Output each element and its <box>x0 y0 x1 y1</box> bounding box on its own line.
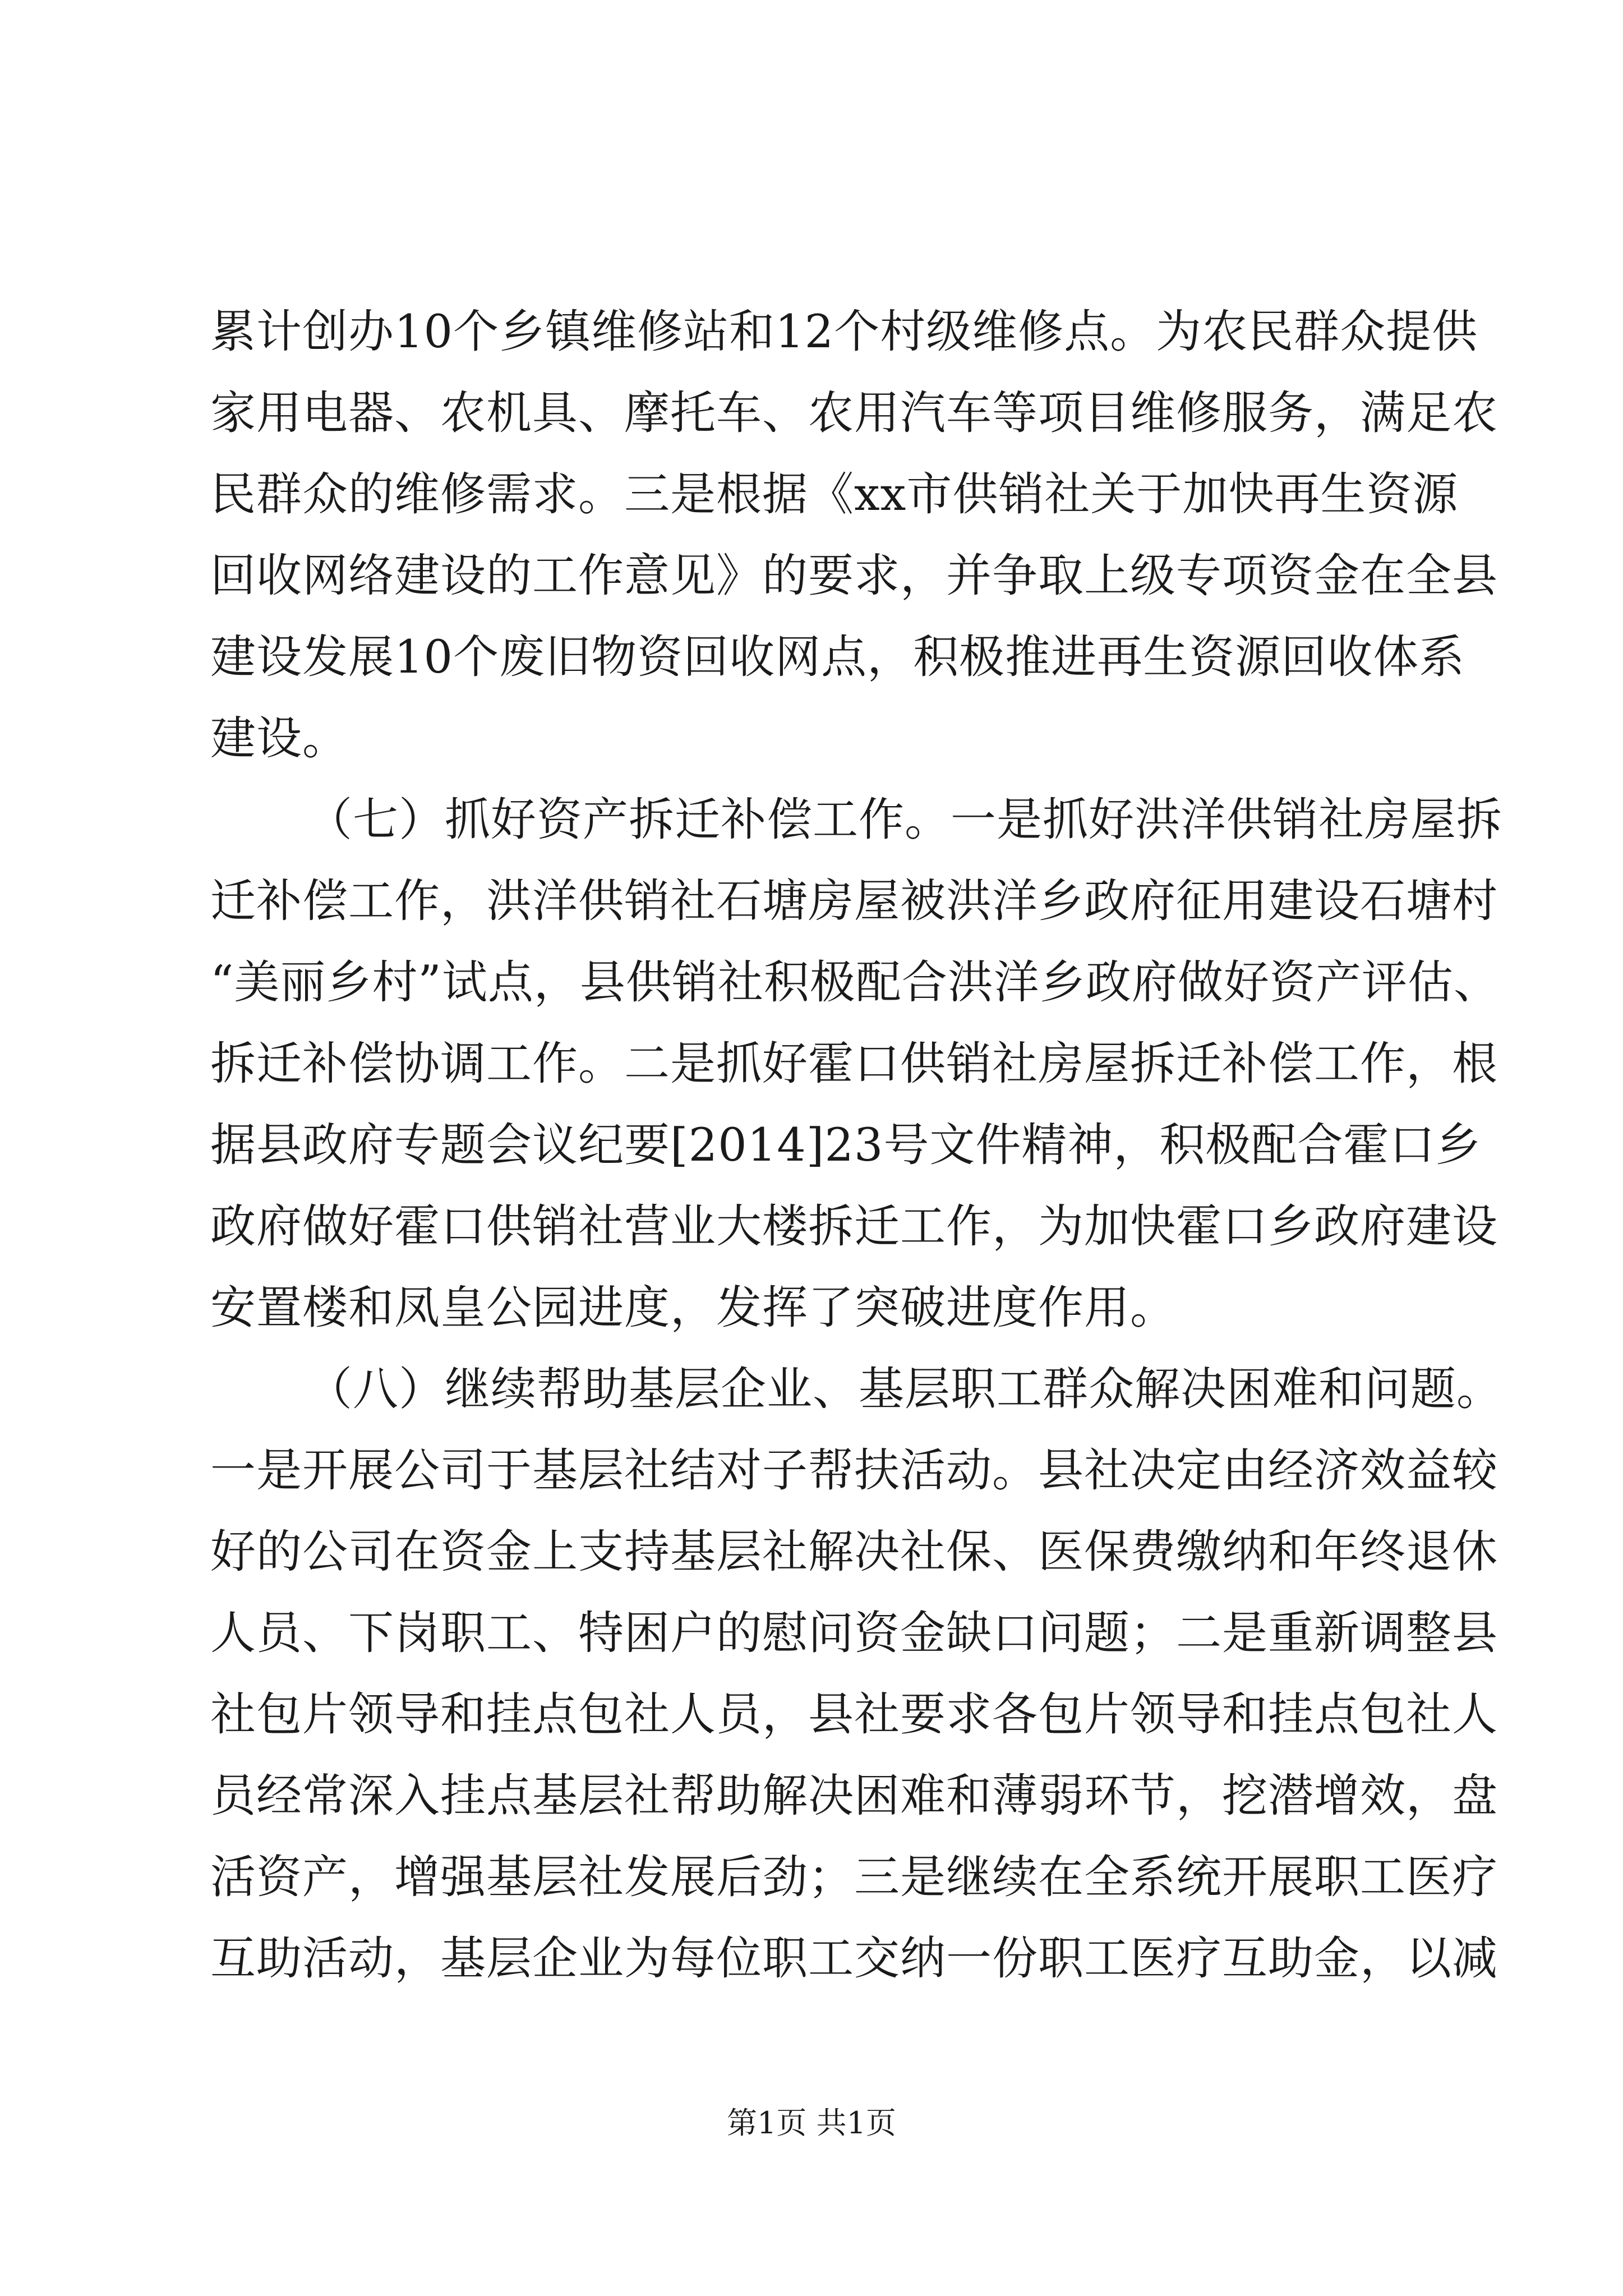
text-line: “美丽乡村”试点，县供销社积极配合洪洋乡政府做好资产评估、 <box>210 956 1500 1009</box>
section-heading-line: （七）抓好资产拆迁补偿工作。一是抓好洪洋供销社房屋拆 <box>307 794 1503 846</box>
text-line: 建设。 <box>210 712 349 765</box>
text-line: 拆迁补偿协调工作。二是抓好霍口供销社房屋拆迁补偿工作，根 <box>210 1038 1498 1091</box>
text-line: 一是开展公司于基层社结对子帮扶活动。县社决定由经济效益较 <box>210 1444 1498 1497</box>
text-line: 回收网络建设的工作意见》的要求，并争取上级专项资金在全县 <box>210 550 1498 602</box>
page-footer <box>0 2101 1623 2146</box>
text-line: 政府做好霍口供销社营业大楼拆迁工作，为加快霍口乡政府建设 <box>210 1200 1498 1253</box>
text-line: 互助活动，基层企业为每位职工交纳一份职工医疗互助金，以减 <box>210 1932 1498 1985</box>
text-line: 好的公司在资金上支持基层社解决社保、医保费缴纳和年终退休 <box>210 1526 1498 1579</box>
text-line: 民群众的维修需求。三是根据《xx市供销社关于加快再生资源 <box>210 468 1459 521</box>
text-line: 家用电器、农机具、摩托车、农用汽车等项目维修服务，满足农 <box>210 387 1498 440</box>
section-heading-line: （八）继续帮助基层企业、基层职工群众解决困难和问题。 <box>307 1363 1503 1416</box>
document-body <box>210 292 1503 2000</box>
text-line: 安置楼和凤皇公园进度，发挥了突破进度作用。 <box>210 1282 1177 1335</box>
text-line: 迁补偿工作，洪洋供销社石塘房屋被洪洋乡政府征用建设石塘村 <box>210 875 1498 928</box>
text-line: 活资产，增强基层社发展后劲；三是继续在全系统开展职工医疗 <box>210 1851 1498 1904</box>
text-line: 累计创办10个乡镇维修站和12个村级维修点。为农民群众提供 <box>210 306 1478 358</box>
text-line: 人员、下岗职工、特困户的慰问资金缺口问题；二是重新调整县 <box>210 1607 1498 1660</box>
text-line: 建设发展10个废旧物资回收网点，积极推进再生资源回收体系 <box>210 631 1465 684</box>
page-number-label: 第1页 共1页 <box>727 2105 896 2141</box>
text-line: 社包片领导和挂点包社人员，县社要求各包片领导和挂点包社人 <box>210 1688 1498 1741</box>
text-line: 据县政府专题会议纪要[2014]23号文件精神，积极配合霍口乡 <box>210 1119 1482 1172</box>
text-line: 员经常深入挂点基层社帮助解决困难和薄弱环节，挖潜增效，盘 <box>210 1770 1498 1823</box>
